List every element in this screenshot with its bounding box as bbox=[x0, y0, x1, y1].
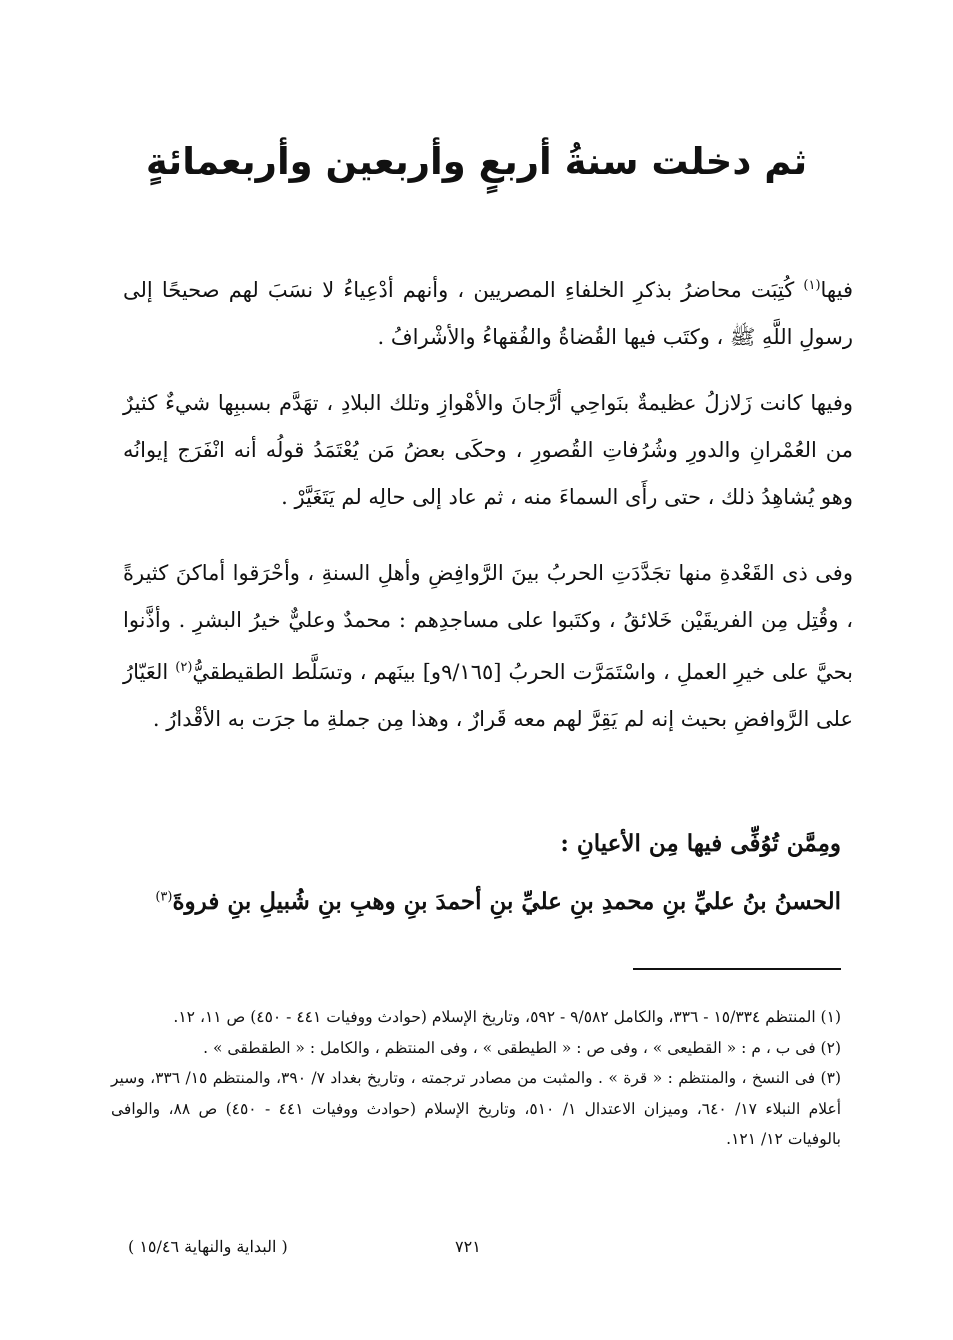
paragraph-1-text: كُتِبَت محاضرُ بذكرِ الخلفاءِ المصريين ، وأنهم أدْعِياءُ لا نسَبَ لهم صحيحًا إلى رسولِ اللَّهِ ﷺ ، وكتَب فيها القُضاةُ والفُقهاءُ والأشْرافُ . bbox=[123, 278, 853, 349]
year-title: ثم دخلت سنةُ أربعٍ وأربعين وأربعمائةٍ bbox=[145, 140, 808, 183]
footnote-3: (٣) فى النسخ ، والمنتظم : « قرة » . والمثبت من مصادر ترجمته ، وتاريخ بغداد ٧/ ٣٩٠، والمنتظم ١٥/ ٣٣٦، وسير أعلام النبلاء ١٧/ ٦٤٠، وميزان الاعتدال ١/ ٥١٠، وتاريخ الإسلام (حوادث ووفيات ٤٤١ - ٤٥٠) ص ٨٨، والوافى بالوفيات ١٢/ ١٢١. bbox=[111, 1069, 842, 1148]
footnote-2: (٢) فى ب ، م : « القطيعى » ، وفى ص : « الطيطقى » ، وفى المنتظم ، والكامل : « الطقطقى » . bbox=[203, 1038, 841, 1057]
paragraph-2 bbox=[123, 380, 853, 521]
paragraph-1 bbox=[123, 262, 853, 361]
paragraph-3-text: العَيّارُ على الرَّوافضِ بحيث إنه لم يَقِرَّ لهم معه قَرارٌ ، وهذا مِن جملةِ ما جرَت به الأقْدارُ . bbox=[123, 660, 853, 731]
page-footer bbox=[100, 1237, 830, 1267]
paragraph-3 bbox=[123, 550, 853, 743]
footnote-marker-3: (٣) bbox=[155, 889, 173, 905]
page-number: ٧٢١ bbox=[455, 1237, 481, 1256]
paragraph-2-text: وفيها كانت زَلازلُ عظيمةٌ بنَواحِي أرَّجانَ والأهْوازِ وتلك البلادِ ، تهَدَّم بسببِها شيءٌ كثيرٌ من العُمْرانِ والدورِ وشُرُفاتِ القُصورِ ، وحكَى بعضُ مَن يُعْتَمَدُ قولُه أنه انْفَرَج إيوانُه وهو يُشاهِدُ ذلك ، حتى رأَى السماءَ منه ، ثم عاد إلى حالِه لم يَتَغَيَّرْ . bbox=[123, 391, 853, 509]
obituaries-heading: ومِمَّن تُوُفِّى فيها مِن الأعيانِ : bbox=[560, 830, 841, 857]
footnotes bbox=[111, 1002, 841, 1155]
person-name: الحسنُ بنُ عليِّ بنِ محمدِ بنِ عليِّ بنِ أحمدَ بنِ وهبِ بنِ شُبيلِ بنِ فروةَ bbox=[172, 888, 841, 915]
footnote-marker-1: (١) bbox=[803, 278, 821, 293]
running-reference: ( البداية والنهاية ١٥/٤٦ ) bbox=[128, 1237, 288, 1256]
paragraph-1-lead: فيها bbox=[820, 278, 853, 302]
footnote-marker-2: (٢) bbox=[175, 660, 193, 675]
person-entry bbox=[155, 888, 841, 915]
paragraph-3-lead: وفى ذى القَعْدةِ منها تجَدَّدَتِ الحربُ بينَ الرَّوافِضِ وأهلِ السنةِ ، وأحْرَقوا أماكنَ كثيرةً ، وقُتِل مِن الفريقَيْن خَلائقُ ، وكتَبوا على مساجدِهم : محمدٌ وعليٌّ خيرُ البشرِ . وأذَّنوا بحيَّ على خيرِ العملِ ، واسْتَمَرَّت الحربُ [٩/١٦٥و] بينَهم ، وتسَلَّط الطقيطقيُّ bbox=[123, 561, 853, 684]
footnote-separator bbox=[633, 968, 841, 970]
footnote-1: (١) المنتظم ١٥/٣٣٤ - ٣٣٦، والكامل ٩/٥٨٢ - ٥٩٢، وتاريخ الإسلام (حوادث ووفيات ٤٤١ - ٤٥٠) ص ١١، ١٢. bbox=[173, 1008, 841, 1026]
